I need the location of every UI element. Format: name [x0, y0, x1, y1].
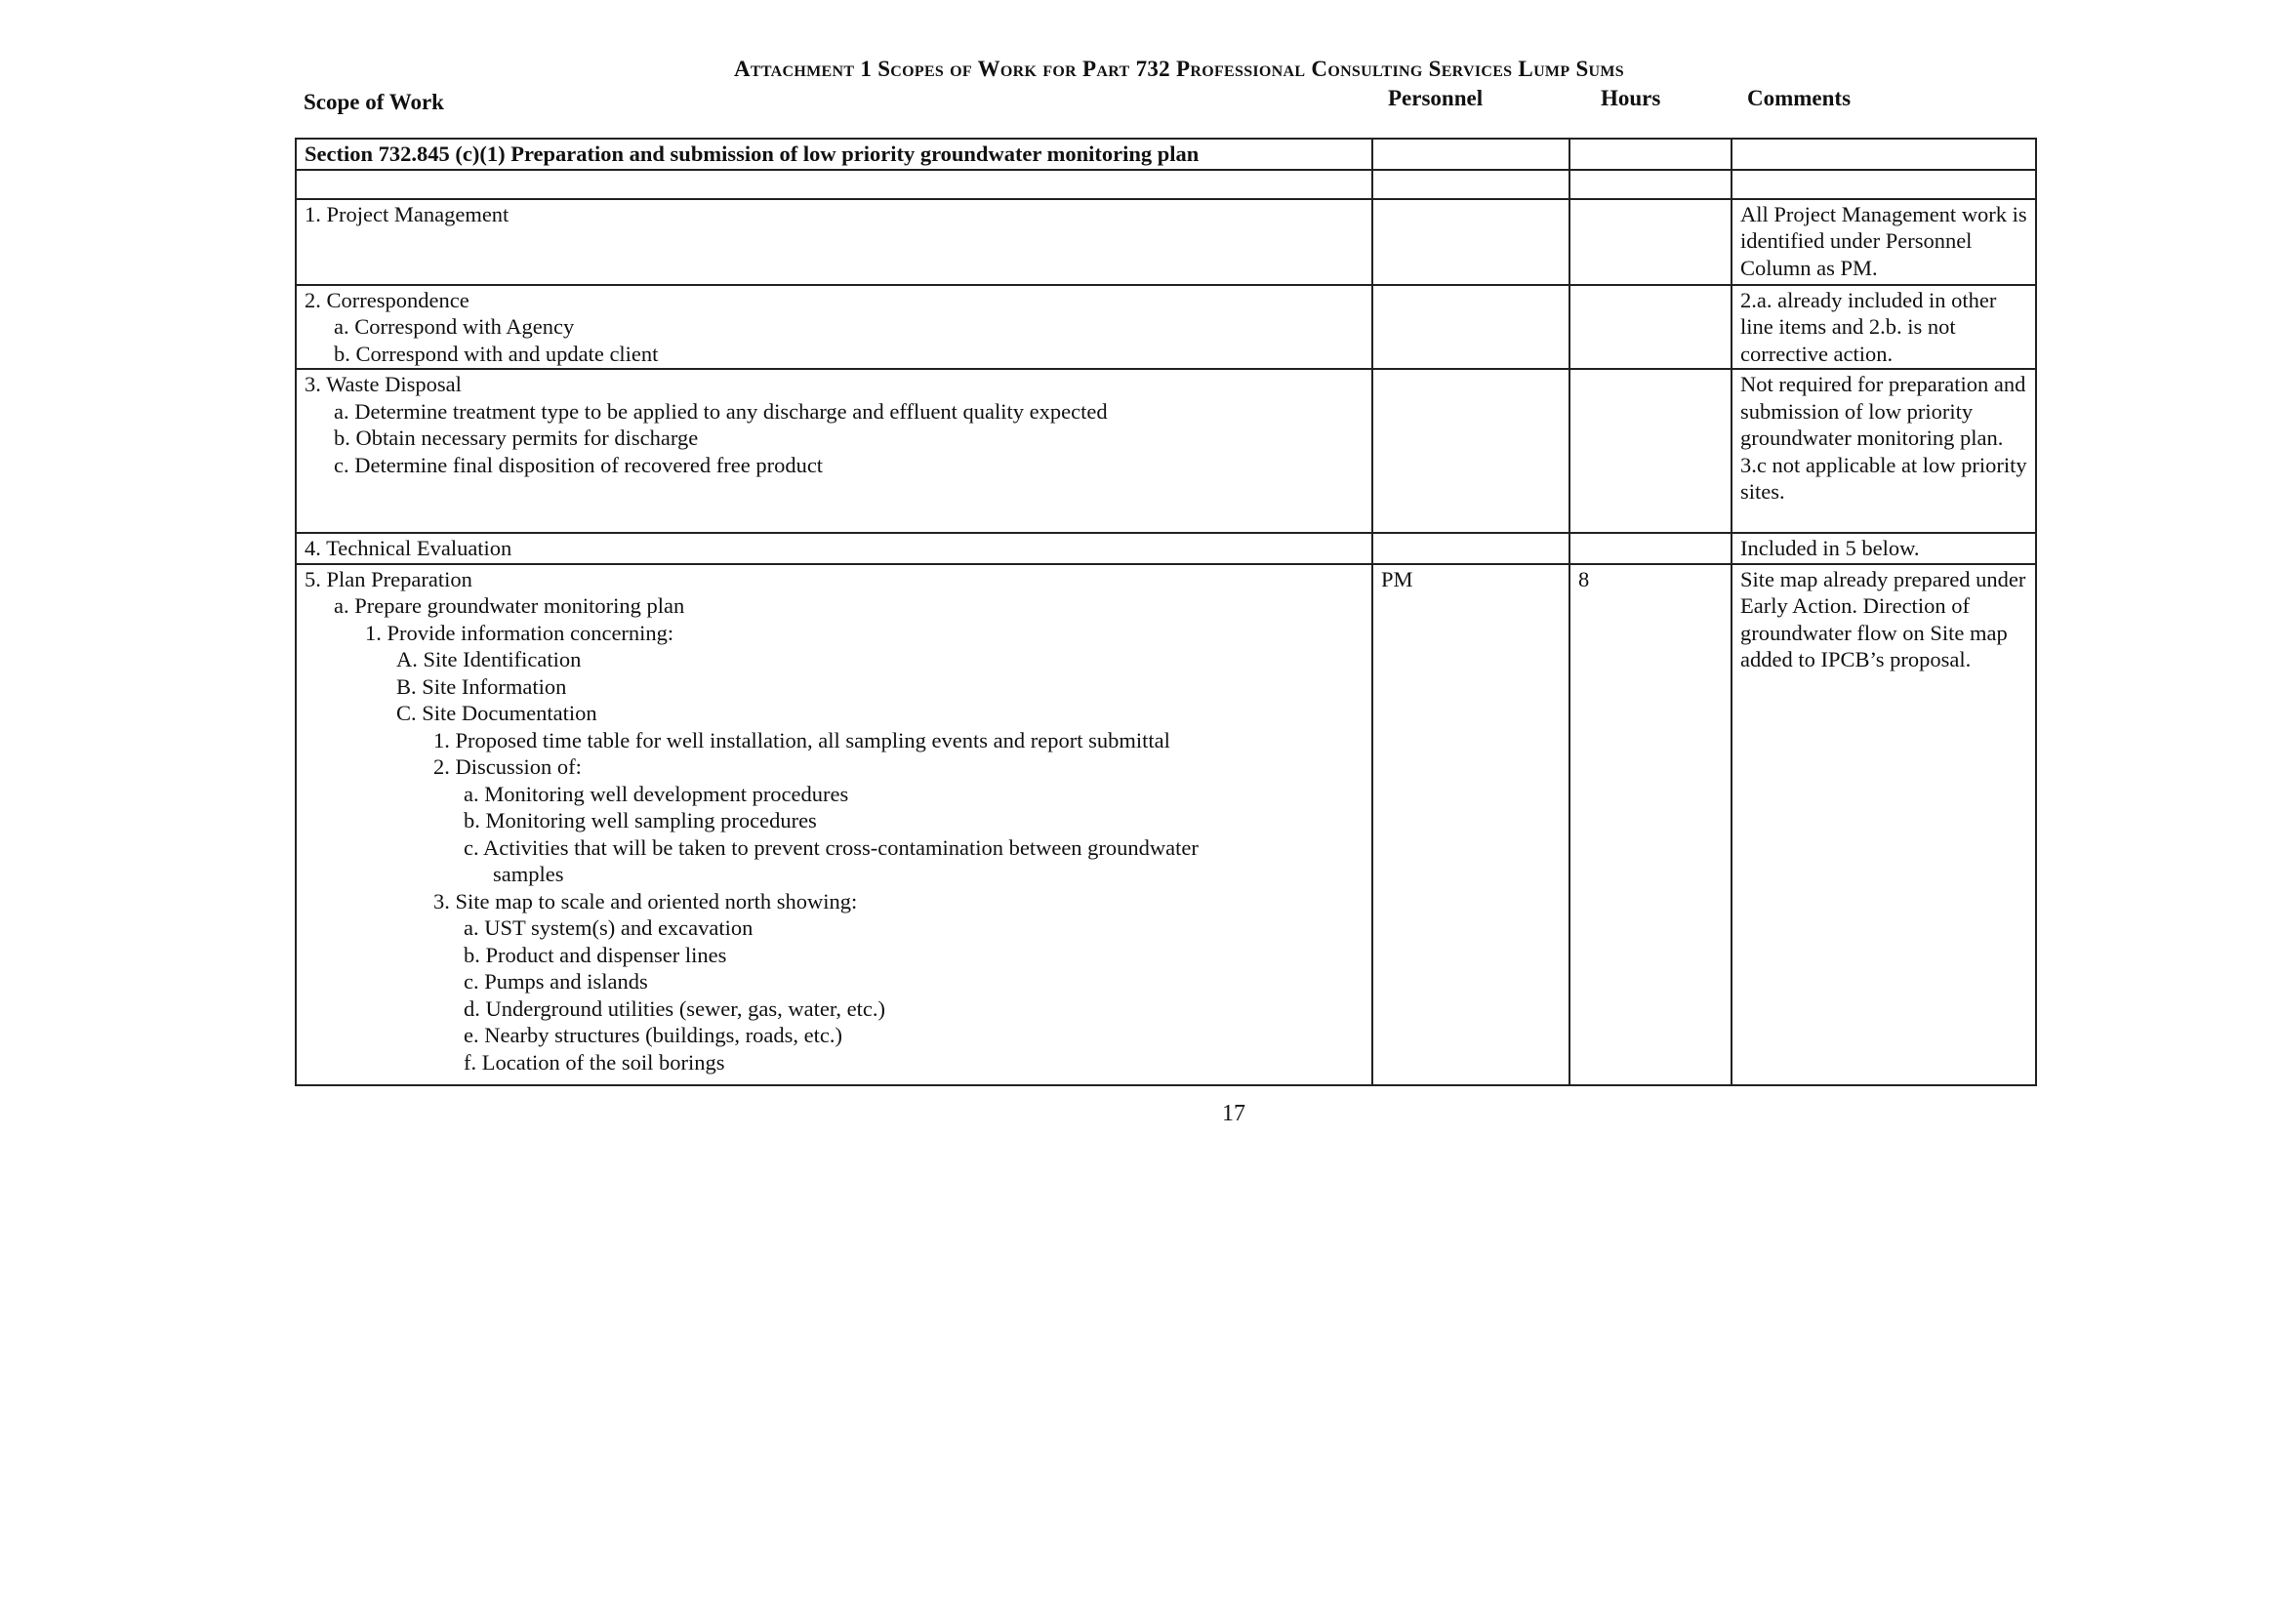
scope-line: f. Location of the soil borings	[464, 1049, 725, 1075]
column-header-hours: Hours	[1601, 86, 1661, 110]
scope-cell	[296, 564, 1372, 1085]
scope-line: a. Determine treatment type to be applied to any discharge and effluent quality expected	[334, 398, 1108, 424]
table-row-correspondence	[296, 285, 2036, 370]
scope-line: b. Correspond with and update client	[334, 341, 659, 366]
scope-line: b. Product and dispenser lines	[464, 942, 727, 967]
comment-cell: Included in 5 below.	[1732, 533, 2036, 564]
personnel-cell	[1372, 199, 1569, 285]
page-title: Attachment 1 Scopes of Work for Part 732 Professional Consulting Services Lump Sums	[733, 57, 1625, 81]
scope-cell	[296, 369, 1372, 533]
scope-line: c. Determine final disposition of recovered free product	[334, 452, 824, 477]
scope-line: c. Activities that will be taken to prevent cross-contamination between groundwater	[464, 834, 1199, 860]
section-title: Section 732.845 (c)(1) Preparation and submission of low priority groundwater monitoring plan	[305, 142, 1200, 166]
scope-line: a. Prepare groundwater monitoring plan	[334, 593, 685, 618]
comments-cell	[1732, 139, 2036, 170]
spacer-row	[296, 170, 2036, 199]
table-row-technical-evaluation	[296, 533, 2036, 564]
scope-line: 1. Proposed time table for well installation, all sampling events and report submittal	[433, 727, 1170, 752]
personnel-cell	[1372, 369, 1569, 533]
hours-cell	[1569, 199, 1732, 285]
scope-line: A. Site Identification	[396, 647, 582, 671]
personnel-cell	[1372, 139, 1569, 170]
scope-line: samples	[493, 862, 564, 886]
scope-of-work-table	[295, 138, 2037, 1086]
personnel-cell	[1372, 533, 1569, 564]
scope-line: c. Pumps and islands	[464, 969, 648, 994]
scope-line: 3. Site map to scale and oriented north showing:	[433, 888, 858, 914]
section-row	[296, 139, 2036, 170]
hours-cell	[1569, 285, 1732, 370]
scope-line: b. Obtain necessary permits for discharge	[334, 426, 699, 450]
scope-line: a. Monitoring well development procedures	[464, 781, 849, 806]
scope-line: C. Site Documentation	[396, 701, 597, 725]
hours-cell: 8	[1569, 564, 1732, 1085]
scope-line: b. Monitoring well sampling procedures	[464, 808, 817, 832]
scope-line: a. Correspond with Agency	[334, 314, 575, 339]
scope-line: B. Site Information	[396, 673, 567, 699]
personnel-cell	[1372, 285, 1569, 370]
hours-cell	[1569, 139, 1732, 170]
comment-cell: All Project Management work is identified under Personnel Column as PM.	[1732, 199, 2036, 285]
table-row-project-management	[296, 199, 2036, 285]
column-header-comments: Comments	[1747, 86, 1852, 110]
scope-line: a. UST system(s) and excavation	[464, 915, 754, 940]
scope-line: 1. Provide information concerning:	[365, 620, 674, 645]
scope-cell	[296, 533, 1372, 564]
table-row-plan-preparation	[296, 564, 2036, 1085]
scope-line: 4. Technical Evaluation	[305, 536, 512, 560]
table-row-waste-disposal	[296, 369, 2036, 533]
scope-cell	[296, 285, 1372, 370]
scope-line: e. Nearby structures (buildings, roads, etc.)	[464, 1023, 843, 1047]
comment-cell: Site map already prepared under Early Action. Direction of groundwater flow on Site map added to IPCB’s proposal.	[1732, 564, 2036, 1085]
hours-cell	[1569, 369, 1732, 533]
personnel-cell: PM	[1372, 564, 1569, 1085]
scope-cell	[296, 199, 1372, 285]
scope-line: d. Underground utilities (sewer, gas, water, etc.)	[464, 995, 886, 1021]
column-header-personnel: Personnel	[1388, 86, 1484, 110]
comment-cell: 2.a. already included in other line items and 2.b. is not corrective action.	[1732, 285, 2036, 370]
scope-line: 2. Discussion of:	[433, 754, 582, 779]
page-number: 17	[1222, 1101, 1245, 1126]
scope-line: 1. Project Management	[305, 201, 509, 226]
section-title-cell	[296, 139, 1372, 170]
scope-line: 3. Waste Disposal	[305, 372, 462, 396]
scope-line: 2. Correspondence	[305, 287, 469, 312]
scope-line: 5. Plan Preparation	[305, 566, 472, 591]
column-header-scope: Scope of Work	[304, 90, 444, 114]
comment-cell: Not required for preparation and submission of low priority groundwater monitoring plan. 3.c not applicable at low priority sites.	[1732, 369, 2036, 533]
hours-cell	[1569, 533, 1732, 564]
